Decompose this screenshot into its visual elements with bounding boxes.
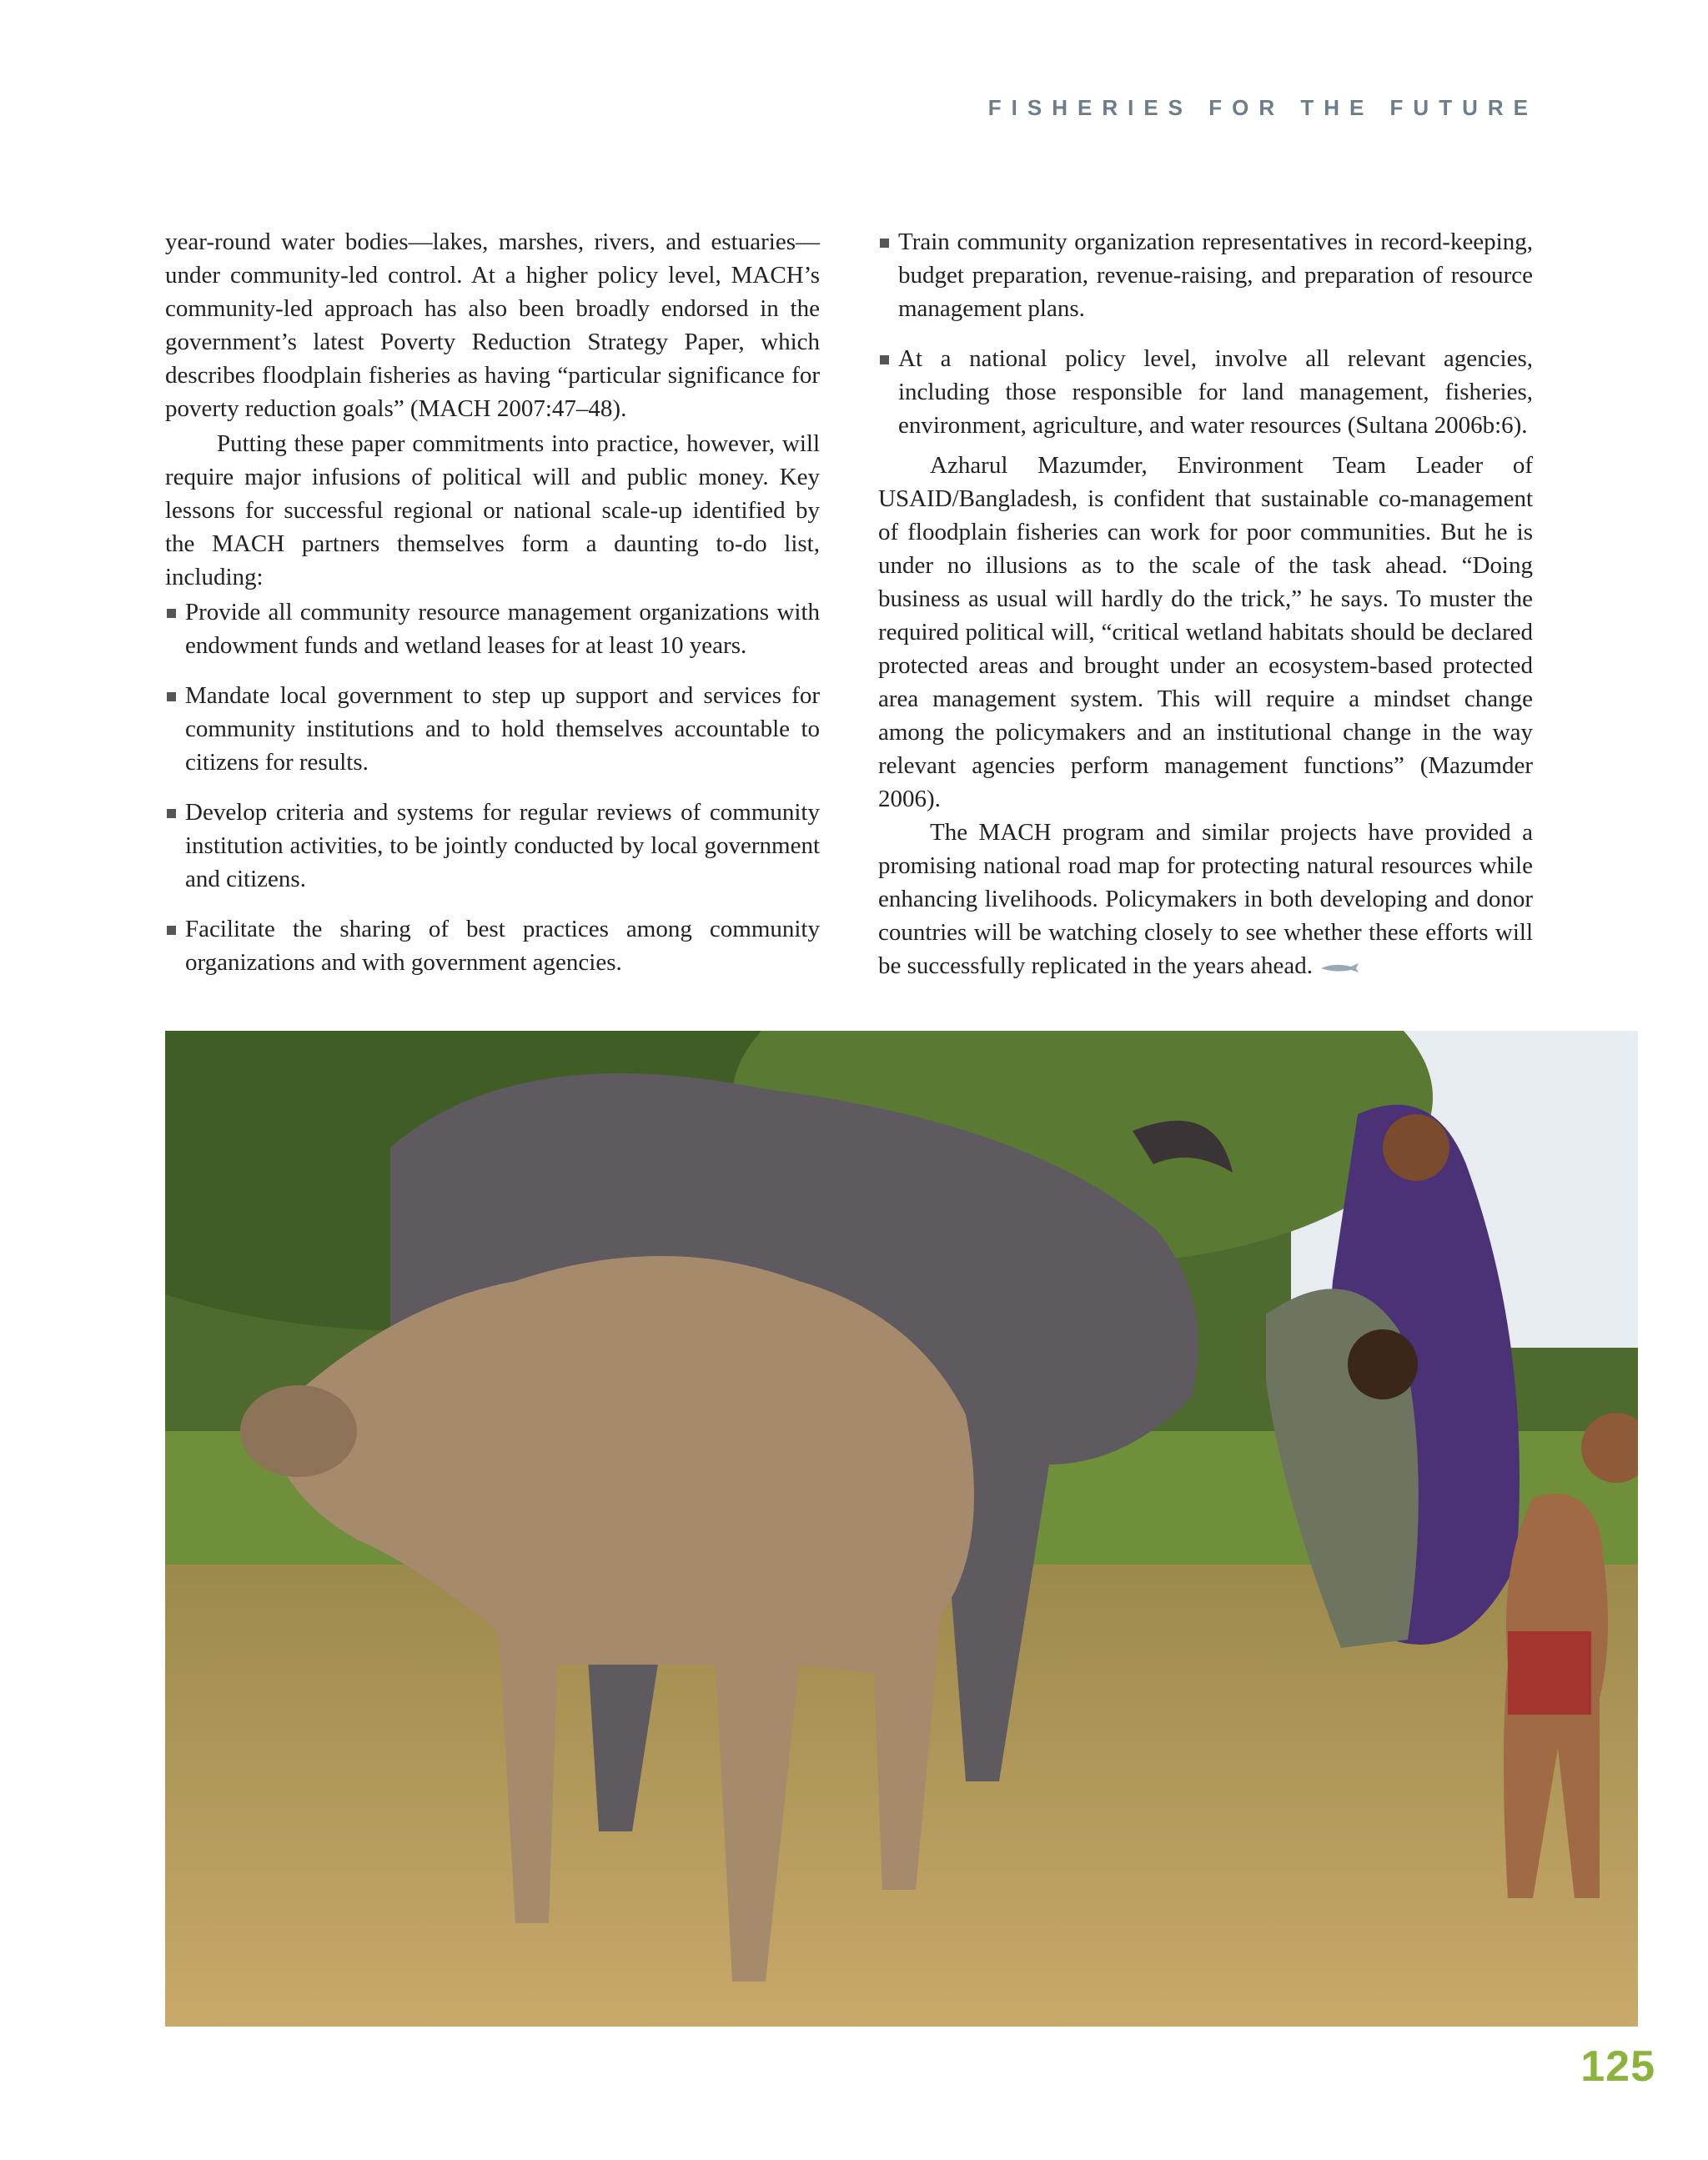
list-item: Provide all community resource management organizations with endowment funds and wetland leases for at least 10 years. <box>165 595 820 662</box>
paragraph-text: The MACH program and similar projects have provided a promising national road map for protecting natural resources while enhancing livelihoods. Policymakers in both developing and donor countries will be watching closely to see whether these efforts will be successfully replicated in the years ahead. <box>878 819 1533 979</box>
paragraph: Azharul Mazumder, Environment Team Leader of USAID/Bangladesh, is confident that sustainable co-management of floodplain fisheries can work for poor communities. But he is under no illusions as to the scale of the task ahead. “Doing business as usual will hardly do the trick,” he says. To muster the required political will, “critical wetland habitats should be declared protected areas and brought under an ecosystem-based protected area management system. This will require a mindset change among the policymakers and an institutional change in the way relevant agencies perform management functions” (Mazumder 2006). <box>878 452 1533 812</box>
paragraph: year-round water bodies—lakes, marshes, rivers, and estuaries—under community-led control. At a higher policy level, MACH’s community-led approach has also been broadly endorsed in the government’s latest Poverty Reduction Strategy Paper, which describes floodplain fisheries as having “particular significance for poverty reduction goals” (MACH 2007:47–48). <box>165 229 820 422</box>
list-item: Mandate local government to step up support and services for community institutions and to hold themselves accountable to citizens for results. <box>165 679 820 779</box>
bullet-list <box>878 225 1533 442</box>
bullet-list <box>165 595 820 979</box>
water-buffalo-family-photo <box>165 1031 1638 2027</box>
left-column <box>165 225 820 996</box>
page-number: 125 <box>1580 2042 1655 2091</box>
photo-illustration <box>165 1031 1638 2027</box>
running-head: FISHERIES FOR THE FUTURE <box>987 95 1538 120</box>
paragraph: Putting these paper commitments into practice, however, will require major infusions of political will and public money. Key lessons for successful regional or national scale-up identified by the MACH partners themselves form a daunting to-do list, including: <box>165 430 820 590</box>
paragraph <box>878 816 1533 982</box>
fish-end-mark-icon <box>1319 962 1361 973</box>
list-item: Develop criteria and systems for regular reviews of community institution activities, to be jointly conducted by local government and citizens. <box>165 796 820 896</box>
right-column <box>878 225 1533 982</box>
list-item: Facilitate the sharing of best practices among community organizations and with government agencies. <box>165 912 820 979</box>
list-item: At a national policy level, involve all relevant agencies, including those responsible for land management, fisheries, environment, agriculture, and water resources (Sultana 2006b:6). <box>878 342 1533 442</box>
list-item: Train community organization representatives in record-keeping, budget preparation, revenue-raising, and preparation of resource management plans. <box>878 225 1533 325</box>
